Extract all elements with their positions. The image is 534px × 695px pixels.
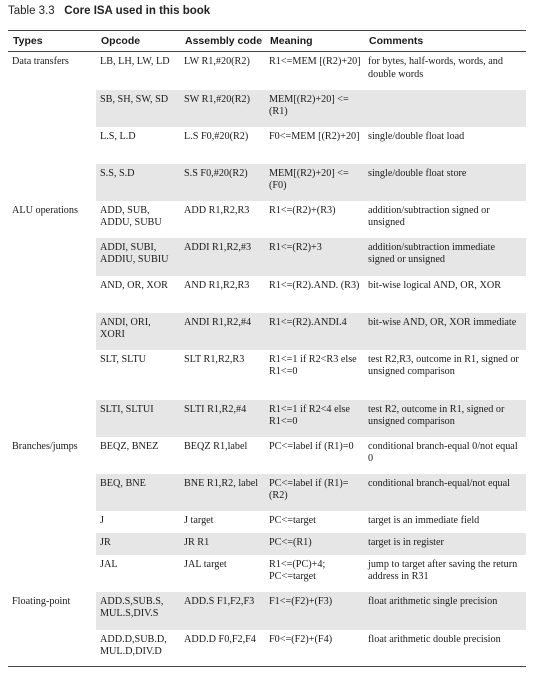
table-row (8, 90, 526, 127)
type-cell (8, 313, 96, 350)
opcode-cell: ADD, SUB, ADDU, SUBU (100, 204, 162, 228)
type-cell (8, 127, 96, 164)
assembly-cell: AND R1,R2,R3 (184, 279, 250, 291)
opcode-cell: L.S, L.D (100, 130, 136, 142)
meaning-cell: F1<=(F2)+(F3) (265, 592, 364, 630)
meaning-cell: F0<=MEM [(R2)+20] (269, 130, 360, 142)
type-cell (8, 630, 96, 667)
table-number: Table 3.3 (8, 5, 55, 17)
comment-cell: addition/subtraction immediate signed or unsigned (364, 238, 526, 276)
assembly-cell: BEQZ R1,label (184, 440, 248, 452)
type-cell (8, 533, 96, 555)
meaning-cell: R1<=(R2)+(R3) (269, 204, 336, 216)
comment-cell: single/double float store (364, 164, 526, 201)
meaning-cell: PC<=(R1) (265, 533, 364, 555)
meaning-cell: R1<=MEM [(R2)+20] (269, 56, 361, 67)
type-cell: ALU operations (8, 201, 96, 238)
type-cell (8, 90, 96, 127)
type-cell (8, 555, 96, 592)
header-row (8, 31, 526, 52)
meaning-cell: PC<=label if (R1)=(R2) (265, 474, 364, 511)
meaning-cell: MEM[(R2)+20] <= (R1) (265, 90, 364, 127)
comment-cell: addition/subtraction signed or unsigned (368, 204, 490, 228)
type-cell (8, 400, 96, 437)
comment-cell: target is in register (364, 533, 526, 555)
meaning-cell: PC<=label if (R1)=0 (269, 440, 354, 452)
meaning-cell: F0<=(F2)+(F4) (265, 630, 364, 667)
type-cell (8, 350, 96, 400)
comment-cell: test R2, outcome in R1, signed or unsigned comparison (364, 400, 526, 437)
table-row (8, 238, 526, 276)
opcode-cell: ADD.D,SUB.D, MUL.D,DIV.D (96, 630, 180, 667)
assembly-cell: ADD R1,R2,R3 (184, 204, 250, 216)
table-row (8, 313, 526, 350)
table-row (8, 474, 526, 511)
assembly-cell: SLT R1,R2,R3 (184, 353, 245, 365)
type-cell: Floating-point (8, 592, 96, 630)
table-row (8, 630, 526, 667)
meaning-cell: R1<=(PC)+4; PC<=target (269, 558, 326, 582)
opcode-cell: BEQ, BNE (96, 474, 180, 511)
opcode-cell: SLT, SLTU (100, 353, 147, 365)
assembly-cell: ADD.S F1,F2,F3 (180, 592, 265, 630)
table-caption (8, 5, 210, 17)
assembly-cell: L.S F0,#20(R2) (184, 130, 249, 142)
table-row (8, 511, 526, 533)
assembly-cell: SLTI R1,R2,#4 (180, 400, 265, 437)
comment-cell: for bytes, half-words, words, and double words (368, 56, 503, 80)
opcode-cell: SB, SH, SW, SD (96, 90, 180, 127)
opcode-cell: SLTI, SLTUI (96, 400, 180, 437)
opcode-cell: BEQZ, BNEZ (100, 440, 159, 452)
comment-cell: single/double float load (368, 130, 465, 142)
table-row (8, 437, 526, 474)
table-row (8, 533, 526, 555)
opcode-cell: ADD.S,SUB.S, MUL.S,DIV.S (96, 592, 180, 630)
assembly-cell: ANDI R1,R2,#4 (180, 313, 265, 350)
opcode-cell: ADDI, SUBI, ADDIU, SUBIU (96, 238, 180, 276)
comment-cell: float arithmetic double precision (364, 630, 526, 667)
header-meaning: Meaning (265, 31, 364, 52)
table-row (8, 592, 526, 630)
meaning-cell: R1<=(R2).AND. (R3) (269, 279, 360, 291)
comment-cell: bit-wise logical AND, OR, XOR (368, 279, 501, 291)
assembly-cell: JAL target (184, 558, 227, 570)
meaning-cell: PC<=target (269, 514, 316, 526)
meaning-cell: R1<=(R2)+3 (265, 238, 364, 276)
opcode-cell: JR (96, 533, 180, 555)
table-row (8, 276, 526, 313)
comment-cell: conditional branch-equal 0/not equal 0 (368, 440, 518, 464)
opcode-cell: S.S, S.D (96, 164, 180, 201)
assembly-cell: J target (184, 514, 214, 526)
opcode-cell: JAL (100, 558, 118, 570)
header-assembly-code: Assembly code (180, 31, 265, 52)
meaning-cell: R1<=1 if R2<4 else R1<=0 (265, 400, 364, 437)
header-types: Types (8, 31, 96, 52)
header-opcode: Opcode (96, 31, 180, 52)
type-cell: Data transfers (8, 52, 96, 90)
opcode-cell: J (100, 514, 104, 526)
table-body (8, 52, 526, 667)
type-cell: Branches/jumps (8, 437, 96, 474)
assembly-cell: BNE R1,R2, label (180, 474, 265, 511)
header-comments: Comments (364, 31, 526, 52)
meaning-cell: R1<=1 if R2<R3 else R1<=0 (269, 353, 357, 377)
assembly-cell: ADDI R1,R2,#3 (180, 238, 265, 276)
comment-cell: float arithmetic single precision (364, 592, 526, 630)
opcode-cell: LB, LH, LW, LD (100, 56, 170, 67)
table-row (8, 164, 526, 201)
type-cell (8, 238, 96, 276)
comment-cell: target is an immediate field (368, 514, 480, 526)
table-row (8, 52, 526, 90)
table-row (8, 350, 526, 400)
opcode-cell: ANDI, ORI, XORI (96, 313, 180, 350)
assembly-cell: LW R1,#20(R2) (184, 56, 250, 67)
opcode-cell: AND, OR, XOR (100, 279, 168, 291)
table-row (8, 201, 526, 238)
meaning-cell: MEM[(R2)+20] <= (F0) (265, 164, 364, 201)
assembly-cell: ADD.D F0,F2,F4 (180, 630, 265, 667)
core-isa-table (8, 30, 526, 667)
type-cell (8, 276, 96, 313)
meaning-cell: R1<=(R2).ANDI.4 (265, 313, 364, 350)
assembly-cell: S.S F0,#20(R2) (180, 164, 265, 201)
comment-cell: bit-wise AND, OR, XOR immediate (364, 313, 526, 350)
comment-cell: jump to target after saving the return address in R31 (368, 558, 518, 582)
type-cell (8, 164, 96, 201)
type-cell (8, 474, 96, 511)
comment-cell (364, 90, 526, 127)
table-row (8, 555, 526, 592)
table-row (8, 400, 526, 437)
comment-cell: conditional branch-equal/not equal (364, 474, 526, 511)
comment-cell: test R2,R3, outcome in R1, signed or unsigned comparison (368, 353, 519, 377)
assembly-cell: SW R1,#20(R2) (180, 90, 265, 127)
table-title: Core ISA used in this book (64, 5, 211, 17)
type-cell (8, 511, 96, 533)
assembly-cell: JR R1 (180, 533, 265, 555)
table-row (8, 127, 526, 164)
